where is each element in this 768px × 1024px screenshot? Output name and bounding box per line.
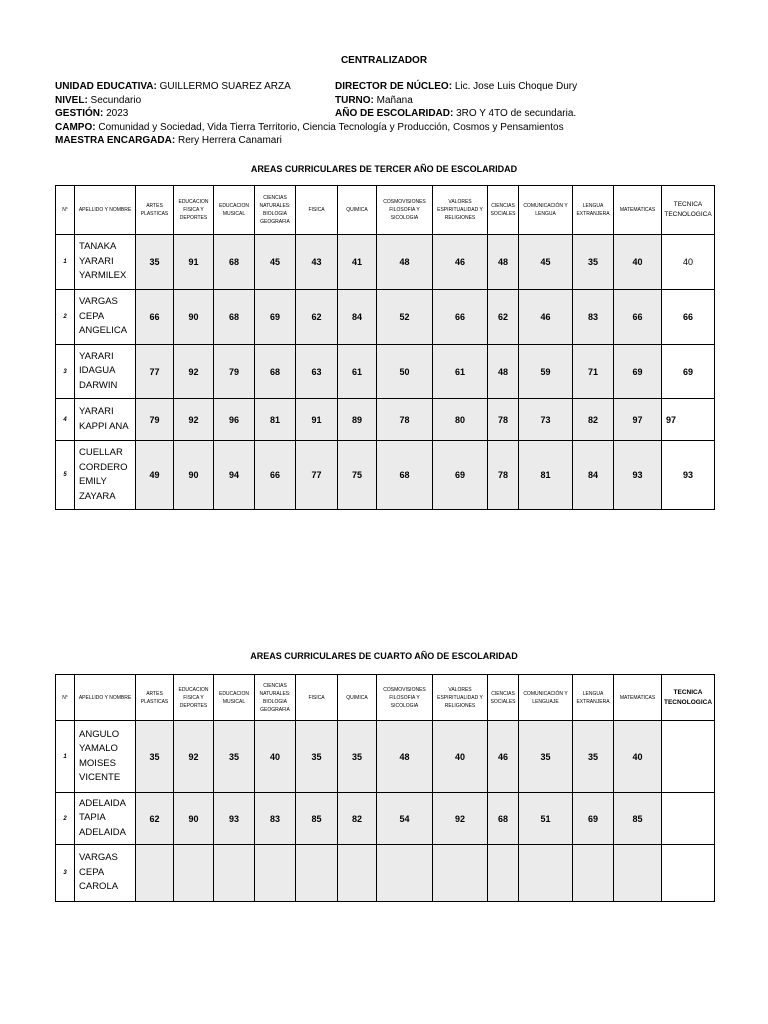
grade-cell: 68	[488, 793, 519, 845]
grade-cell: 81	[255, 399, 296, 441]
grade-cell: 68	[214, 290, 255, 345]
student-name: YARARI KAPPI ANA	[75, 399, 136, 441]
grade-cell: 49	[136, 441, 174, 510]
grade-cell: 69	[255, 290, 296, 345]
grade-cell: 40	[255, 721, 296, 793]
col-header: FISICA	[296, 186, 338, 235]
table-row	[56, 845, 715, 902]
col-header: EDUCACION FISICA Y DEPORTES	[174, 186, 214, 235]
student-name: CUELLAR CORDERO EMILY ZAYARA	[75, 441, 136, 510]
grade-cell: 40	[614, 235, 662, 290]
col-header: LENGUA EXTRANJERA	[573, 675, 614, 721]
grade-cell: 48	[377, 235, 433, 290]
grade-cell: 46	[519, 290, 573, 345]
col-header: ARTES PLASTICAS	[136, 186, 174, 235]
grade-cell: 96	[214, 399, 255, 441]
table1-title: AREAS CURRICULARES DE TERCER AÑO DE ESCOLARIDAD	[250, 164, 518, 174]
info-row-2	[55, 94, 735, 108]
grade-cell: 50	[377, 345, 433, 399]
grade-cell: 93	[662, 441, 715, 510]
campo-field: CAMPO: Comunidad y Sociedad, Vida Tierra Territorio, Ciencia Tecnología y Producción, Cosmos y Pensamientos	[55, 121, 564, 133]
grade-cell: 85	[296, 793, 338, 845]
document-title: CENTRALIZADOR	[340, 55, 428, 66]
grade-cell: 35	[136, 721, 174, 793]
table-row	[56, 345, 715, 399]
grade-cell: 92	[174, 399, 214, 441]
info-row-1	[55, 80, 735, 94]
student-name: VARGAS CEPA ANGELICA	[75, 290, 136, 345]
grade-cell: 84	[338, 290, 377, 345]
info-row-5	[55, 134, 735, 148]
grade-cell: 85	[614, 793, 662, 845]
grade-cell: 54	[377, 793, 433, 845]
grade-cell: 52	[377, 290, 433, 345]
row-number: 3	[56, 345, 75, 399]
nivel-field: NIVEL: Secundario	[55, 94, 142, 106]
grade-cell: 79	[214, 345, 255, 399]
grade-cell: 69	[433, 441, 488, 510]
grade-cell: 66	[136, 290, 174, 345]
student-name: YARARI IDAGUA DARWIN	[75, 345, 136, 399]
table-row	[56, 235, 715, 290]
grade-cell: 73	[519, 399, 573, 441]
grade-cell: 66	[255, 441, 296, 510]
student-name: VARGAS CEPA CAROLA	[75, 845, 136, 902]
grade-cell: 69	[573, 793, 614, 845]
grade-cell: 46	[433, 235, 488, 290]
grade-cell: 83	[255, 793, 296, 845]
grade-cell: 94	[214, 441, 255, 510]
table-row	[56, 721, 715, 793]
table-row	[56, 399, 715, 441]
col-header: COSMOVISIONES FILOSOFIA Y SICOLOGIA	[377, 186, 433, 235]
row-number: 1	[56, 235, 75, 290]
grade-cell: 78	[488, 441, 519, 510]
grade-cell: 66	[433, 290, 488, 345]
table2-title: AREAS CURRICULARES DE CUARTO AÑO DE ESCOLARIDAD	[250, 651, 518, 661]
grade-cell	[214, 845, 255, 902]
grade-cell	[662, 845, 715, 902]
student-name: ANGULO YAMALO MOISES VICENTE	[75, 721, 136, 793]
grade-cell: 63	[296, 345, 338, 399]
grade-cell: 71	[573, 345, 614, 399]
grade-cell: 90	[174, 793, 214, 845]
grade-cell: 79	[136, 399, 174, 441]
grade-cell: 78	[377, 399, 433, 441]
grade-cell: 40	[662, 235, 715, 290]
grade-cell: 81	[519, 441, 573, 510]
grade-cell: 48	[377, 721, 433, 793]
col-header: LENGUA EXTRANJERA	[573, 186, 614, 235]
col-header: N°	[56, 186, 75, 235]
col-header: ARTES PLASTICAS	[136, 675, 174, 721]
info-row-3	[55, 107, 735, 121]
grade-cell: 59	[519, 345, 573, 399]
col-header: N°	[56, 675, 75, 721]
col-header: MATEMATICAS	[614, 186, 662, 235]
anio-escolaridad-field: AÑO DE ESCOLARIDAD: 3RO Y 4TO de secundaria.	[335, 108, 577, 119]
col-header: EDUCACION FISICA Y DEPORTES	[174, 675, 214, 721]
col-header: FISICA	[296, 675, 338, 721]
col-header: EDUCACION MUSICAL	[214, 186, 255, 235]
col-header: TECNICA TECNOLOGICA	[662, 675, 715, 721]
grade-cell: 84	[573, 441, 614, 510]
grade-cell: 91	[174, 235, 214, 290]
grade-cell	[614, 845, 662, 902]
grade-cell: 89	[338, 399, 377, 441]
grade-cell	[136, 845, 174, 902]
grade-cell	[433, 845, 488, 902]
table-header-row	[56, 186, 715, 235]
col-header: COMUNICACIÓN Y LENGUAJE	[519, 675, 573, 721]
grade-cell: 66	[614, 290, 662, 345]
grade-cell: 35	[573, 235, 614, 290]
row-number: 2	[56, 793, 75, 845]
col-header: CIENCIAS NATURALES: BIOLOGIA GEOGRAFIA	[255, 675, 296, 721]
grade-cell: 48	[488, 345, 519, 399]
grade-cell: 41	[338, 235, 377, 290]
director-field: DIRECTOR DE NÚCLEO: Lic. Jose Luis Choque Dury	[335, 81, 578, 92]
grade-cell: 46	[488, 721, 519, 793]
grade-cell: 62	[136, 793, 174, 845]
third-year-grades-table	[55, 185, 715, 510]
grade-cell: 90	[174, 441, 214, 510]
grade-cell: 68	[377, 441, 433, 510]
table-row	[56, 441, 715, 510]
grade-cell: 80	[433, 399, 488, 441]
row-number: 3	[56, 845, 75, 902]
grade-cell: 40	[433, 721, 488, 793]
grade-cell: 62	[488, 290, 519, 345]
col-header: MATEMATICAS	[614, 675, 662, 721]
col-header: EDUCACION MUSICAL	[214, 675, 255, 721]
grade-cell: 45	[255, 235, 296, 290]
col-header: QUIMICA	[338, 186, 377, 235]
col-header: APELLIDO Y NOMBRE	[75, 186, 136, 235]
unidad-educativa-field: UNIDAD EDUCATIVA: GUILLERMO SUAREZ ARZA	[55, 81, 291, 92]
table-header-row	[56, 675, 715, 721]
grade-cell: 91	[296, 399, 338, 441]
col-header: COMUNICACIÓN Y LENGUA	[519, 186, 573, 235]
col-header: TECNICA TECNOLOGICA	[662, 186, 715, 235]
turno-field: TURNO: Mañana	[335, 94, 413, 106]
table-row	[56, 290, 715, 345]
grade-cell: 92	[174, 345, 214, 399]
col-header: CIENCIAS SOCIALES	[488, 186, 519, 235]
grade-cell: 40	[614, 721, 662, 793]
gestion-field: GESTIÓN: 2023	[55, 108, 129, 119]
grade-cell: 83	[573, 290, 614, 345]
grade-cell: 69	[614, 345, 662, 399]
grade-cell: 90	[174, 290, 214, 345]
info-block	[55, 80, 735, 148]
grade-cell: 97	[662, 399, 715, 441]
grade-cell: 35	[136, 235, 174, 290]
grade-cell: 92	[174, 721, 214, 793]
col-header: CIENCIAS SOCIALES	[488, 675, 519, 721]
grade-cell: 35	[338, 721, 377, 793]
grade-cell: 82	[573, 399, 614, 441]
fourth-year-grades-table	[55, 674, 715, 902]
row-number: 4	[56, 399, 75, 441]
grade-cell: 97	[614, 399, 662, 441]
grade-cell: 45	[519, 235, 573, 290]
grade-cell: 68	[214, 235, 255, 290]
row-number: 5	[56, 441, 75, 510]
grade-cell: 62	[296, 290, 338, 345]
grade-cell: 69	[662, 345, 715, 399]
grade-cell: 61	[338, 345, 377, 399]
grade-cell	[338, 845, 377, 902]
student-name: TANAKA YARARI YARMILEX	[75, 235, 136, 290]
grade-cell	[488, 845, 519, 902]
grade-cell: 61	[433, 345, 488, 399]
info-row-4	[55, 121, 735, 135]
grade-cell: 35	[296, 721, 338, 793]
grade-cell: 78	[488, 399, 519, 441]
grade-cell: 35	[214, 721, 255, 793]
col-header: CIENCIAS NATURALES: BIOLOGIA GEOGRAFIA	[255, 186, 296, 235]
table-row	[56, 793, 715, 845]
grade-cell: 68	[255, 345, 296, 399]
grade-cell	[662, 721, 715, 793]
maestra-field: MAESTRA ENCARGADA: Rery Herrera Canamari	[55, 135, 282, 146]
grade-cell: 48	[488, 235, 519, 290]
col-header: QUIMICA	[338, 675, 377, 721]
grade-cell: 93	[214, 793, 255, 845]
grade-cell: 77	[296, 441, 338, 510]
row-number: 2	[56, 290, 75, 345]
grade-cell: 51	[519, 793, 573, 845]
grade-cell	[377, 845, 433, 902]
col-header: COSMOVISIONES FILOSOFIA Y SICOLOGIA	[377, 675, 433, 721]
grade-cell: 92	[433, 793, 488, 845]
grade-cell: 43	[296, 235, 338, 290]
col-header: VALORES ESPIRITUALIDAD Y RELIGIONES	[433, 675, 488, 721]
grade-cell	[174, 845, 214, 902]
grade-cell: 66	[662, 290, 715, 345]
grade-cell	[255, 845, 296, 902]
grade-cell: 35	[573, 721, 614, 793]
student-name: ADELAIDA TAPIA ADELAIDA	[75, 793, 136, 845]
grade-cell	[662, 793, 715, 845]
grade-cell: 93	[614, 441, 662, 510]
grade-cell	[573, 845, 614, 902]
col-header: APELLIDO Y NOMBRE	[75, 675, 136, 721]
grade-cell: 75	[338, 441, 377, 510]
grade-cell: 77	[136, 345, 174, 399]
col-header: VALORES ESPIRITUALIDAD Y RELIGIONES	[433, 186, 488, 235]
grade-cell: 35	[519, 721, 573, 793]
grade-cell	[519, 845, 573, 902]
row-number: 1	[56, 721, 75, 793]
grade-cell	[296, 845, 338, 902]
grade-cell: 82	[338, 793, 377, 845]
